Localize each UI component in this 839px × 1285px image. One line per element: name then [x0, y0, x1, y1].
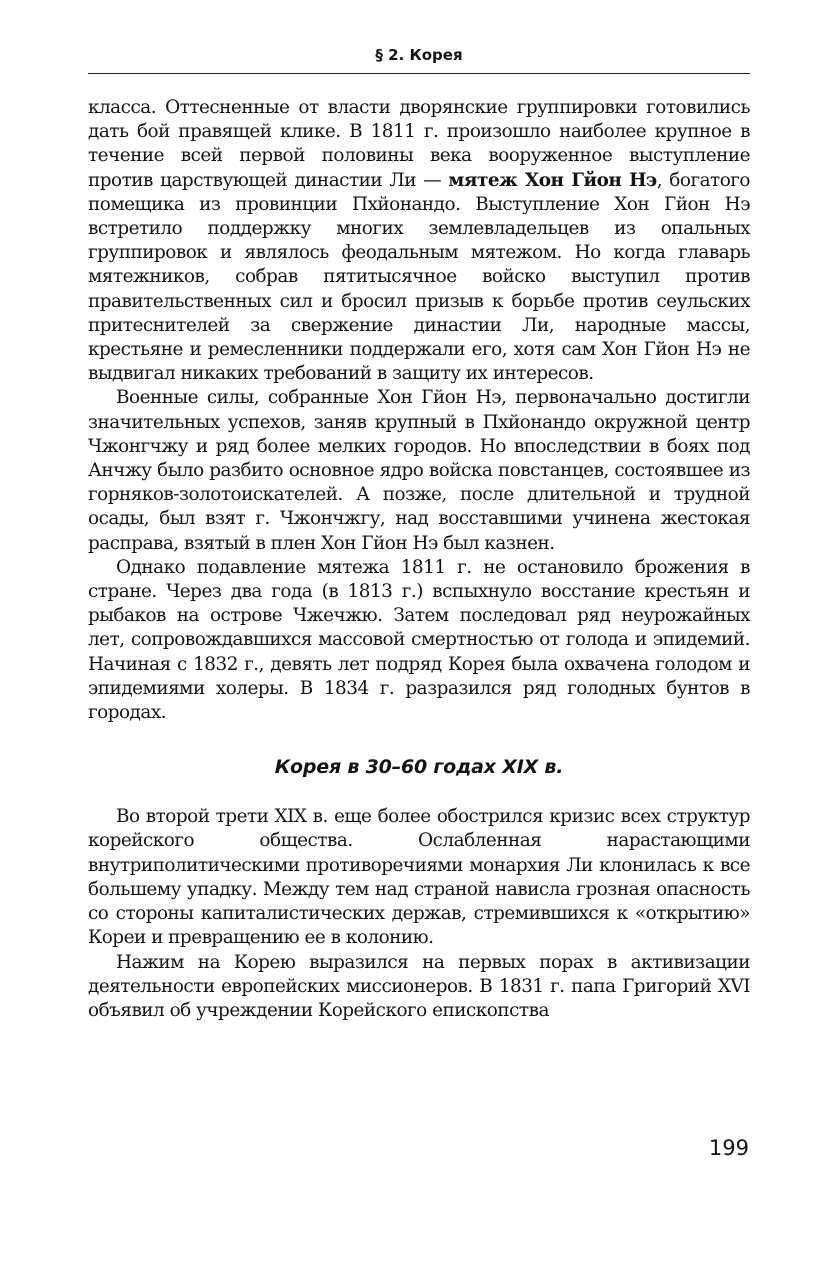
section-heading: Корея в 30–60 годах XIX в. [274, 756, 564, 779]
bold-term-hon-gyon-ne-rebellion: мятеж Хон Гйон Нэ [448, 169, 657, 191]
paragraph-1 [88, 96, 750, 386]
paragraph-2: Военные силы, собранные Хон Гйон Нэ, первоначально достигли значительных успехов, заняв крупный в Пхйонандо окружной центр Чжонгчжу и ряд более мелких городов. Но впоследствии в боях под Анчжу было разбито основное ядро войска повстанцев, состоявшее из горняков-золотоискателей. А позже, после длительной и трудной осады, был взят г. Чжончжгу, над восставшими учинена жестокая расправа, взятый в плен Хон Гйон Нэ был казнен. [88, 387, 750, 554]
paragraph-4: Во второй трети XIX в. еще более обострился кризис всех структур корейского общества. Ослабленная нарастающими внутриполитическими противоречиями монархия Ли клонилась к все большему упадку. Между тем над страной нависла грозная опасность со стороны капиталистических держав, стремившихся к «открытию» Кореи и превращению ее в колонию. [88, 806, 750, 949]
paragraph-1-text-start: класса. Оттесненные от власти дворянские группировки готовились дать бой правящей клике. В 1811 г. произошло наиболее крупное в течение всей первой половины века вооруженное выступление против царствующей династии Ли — [88, 97, 750, 191]
header-divider [88, 73, 750, 74]
page-body [88, 96, 750, 1023]
running-header [88, 44, 750, 74]
paragraph-5: Нажим на Корею выразился на первых порах в активизации деятельности европейских миссионеров. В 1831 г. папа Григорий XVI объявил об учреждении Корейского епископства [88, 951, 750, 1021]
running-header-title: § 2. Корея [375, 46, 463, 64]
paragraph-3: Однако подавление мятежа 1811 г. не остановило брожения в стране. Через два года (в 1813 г.) вспыхнуло восстание крестьян и рыбаков на острове Чжечжю. Затем последовал ряд неурожайных лет, сопровождавшихся массовой смертностью от голода и эпидемий. Начиная с 1832 г., девять лет подряд Корея была охвачена голодом и эпидемиями холеры. В 1834 г. разразился ряд голодных бунтов в городах. [88, 556, 750, 724]
paragraph-1-text-end: , богатого помещика из провинции Пхйонандо. Выступление Хон Гйон Нэ встретило поддержку многих землевладельцев из опальных группировок и являлось феодальным мятежом. Но когда главарь мятежников, собрав пятитысячное войско выступил против правительственных сил и бросил призыв к борьбе против сеульских притеснителей за свержение династии Ли, народные массы, крестьяне и ремесленники поддержали его, хотя сам Хон Гйон Нэ не выдвигал никаких требований в защиту их интересов. [88, 169, 750, 385]
page-number: 199 [708, 1136, 749, 1160]
